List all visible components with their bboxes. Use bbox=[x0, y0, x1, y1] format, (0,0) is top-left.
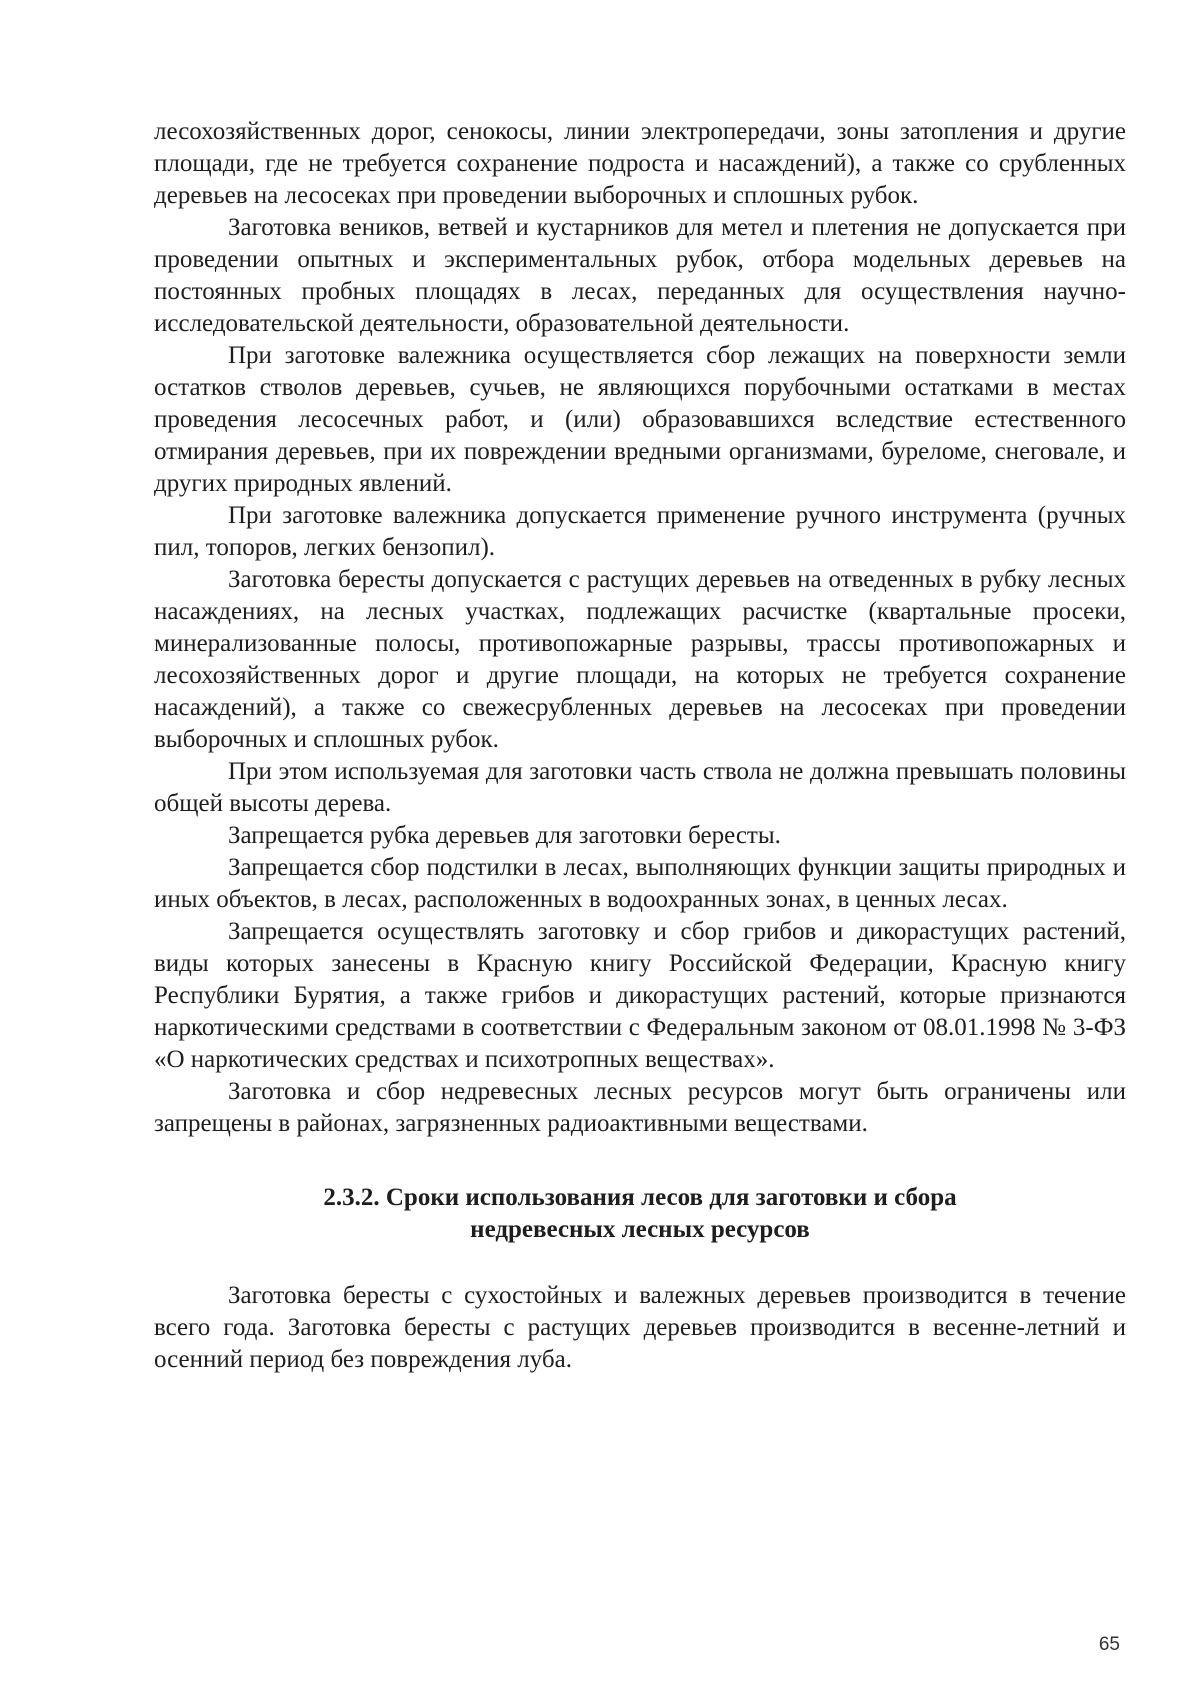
paragraph-3: При заготовке валежника осуществляется сбор лежащих на поверхности земли остатков стволов деревьев, сучьев, не являющихся порубочными остатками в местах проведения лесосечных работ, и (или) образовавшихся вследствие естественного отмирания деревьев, при их повреждении вредными организмами, буреломе, снеговале, и других природных явлений. bbox=[154, 342, 1126, 497]
paragraph-9: Запрещается осуществлять заготовку и сбор грибов и дикорастущих растений, виды которых занесены в Красную книгу Российской Федерации, Красную книгу Республики Бурятия, а также грибов и дикорастущих растений, которые признаются наркотическими средствами в соответствии с Федеральным законом от 08.01.1998 № 3-ФЗ «О наркотических средствах и психотропных веществах». bbox=[154, 918, 1126, 1073]
section-paragraph: Заготовка бересты с сухостойных и валежных деревьев производится в течение всего года. Заготовка бересты с растущих деревьев производится в весенне-летний и осенний период без повреждения луба. bbox=[154, 1282, 1126, 1373]
paragraph-2: Заготовка веников, ветвей и кустарников для метел и плетения не допускается при проведении опытных и экспериментальных рубок, отбора модельных деревьев на постоянных пробных площадях в лесах, переданных для осуществления научно-исследовательской деятельности, образовательной деятельности. bbox=[154, 214, 1126, 337]
section-heading-line-2: недревесных лесных ресурсов bbox=[470, 1216, 810, 1243]
paragraph-1: лесохозяйственных дорог, сенокосы, линии электропередачи, зоны затопления и другие площади, где не требуется сохранение подроста и насаждений), а также со срубленных деревьев на лесосеках при проведении выборочных и сплошных рубок. bbox=[154, 118, 1126, 209]
page-content bbox=[154, 116, 1126, 1376]
paragraph-6: При этом используемая для заготовки часть ствола не должна превышать половины общей высоты дерева. bbox=[154, 758, 1126, 817]
section-heading bbox=[154, 1182, 1126, 1246]
section-heading-line-1: 2.3.2. Сроки использования лесов для заготовки и сбора bbox=[323, 1184, 957, 1211]
paragraph-8: Запрещается сбор подстилки в лесах, выполняющих функции защиты природных и иных объектов, в лесах, расположенных в водоохранных зонах, в ценных лесах. bbox=[154, 854, 1126, 913]
paragraph-5: Заготовка бересты допускается с растущих деревьев на отведенных в рубку лесных насаждениях, на лесных участках, подлежащих расчистке (квартальные просеки, минерализованные полосы, противопожарные разрывы, трассы противопожарных и лесохозяйственных дорог и другие площади, на которых не требуется сохранение насаждений), а также со свежесрубленных деревьев на лесосеках при проведении выборочных и сплошных рубок. bbox=[154, 566, 1126, 753]
page-number: 65 bbox=[1098, 1634, 1120, 1655]
paragraph-10: Заготовка и сбор недревесных лесных ресурсов могут быть ограничены или запрещены в районах, загрязненных радиоактивными веществами. bbox=[154, 1078, 1126, 1137]
paragraph-7: Запрещается рубка деревьев для заготовки бересты. bbox=[228, 822, 781, 849]
paragraph-4: При заготовке валежника допускается применение ручного инструмента (ручных пил, топоров, легких бензопил). bbox=[154, 502, 1126, 561]
